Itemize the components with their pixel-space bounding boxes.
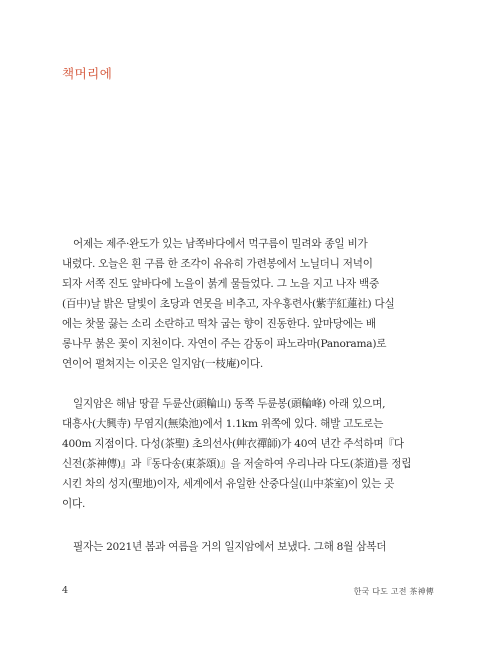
text-line: 400m 지점이다. 다성(茶聖) 초의선사(艸衣禪師)가 40여 년간 주석하며『다: [62, 438, 404, 450]
text-line: 대흥사(大興寺) 무염지(無染池)에서 1.1km 위쪽에 있다. 해발 고도로는: [62, 418, 384, 430]
text-line: 어제는 제주·완도가 있는 남쪽바다에서 먹구름이 밀려와 종일 비가: [73, 238, 368, 250]
section-heading: 책머리에: [62, 66, 113, 81]
text-line: (百中)날 밝은 달빛이 초당과 연못을 비추고, 자우홍련사(紫芋紅蓮社) 다실: [62, 298, 395, 310]
text-line: 에는 찻물 끓는 소리 소란하고 떡차 굽는 향이 진동한다. 앞마당에는 배: [62, 318, 376, 330]
text-line: 일지암은 해남 땅끝 두륜산(頭輪山) 동쪽 두륜봉(頭輪峰) 아래 있으며,: [73, 398, 386, 410]
text-line: 필자는 2021년 봄과 여름을 거의 일지암에서 보냈다. 그해 8월 삼복더: [73, 541, 387, 553]
paragraph-1: [62, 234, 434, 374]
running-footer-title: 한국 다도 고전 茶神傳: [353, 587, 434, 596]
paragraph-2: [62, 394, 434, 514]
text-line: 이다.: [62, 498, 86, 510]
text-line: 연이어 펼쳐지는 이곳은 일지암(一枝庵)이다.: [62, 358, 264, 370]
text-line: 시킨 차의 성지(聖地)이자, 세계에서 유일한 산중다실(山中茶室)이 있는 곳: [62, 478, 395, 490]
page-number: 4: [62, 585, 69, 596]
paragraph-3: [62, 537, 434, 557]
text-line: 되자 서쪽 진도 앞바다에 노을이 붉게 물들었다. 그 노을 지고 나자 백중: [62, 278, 379, 290]
text-line: 롱나무 붉은 꽃이 지천이다. 자연이 주는 감동이 파노라마(Panorama)로: [62, 338, 387, 350]
text-line: 신전(茶神傳)』과『동다송(東茶頌)』을 저술하여 우리나라 다도(茶道)를 정립: [62, 458, 412, 470]
text-line: 내렸다. 오늘은 흰 구름 한 조각이 유유히 가련봉에서 노닐더니 저녁이: [62, 258, 373, 270]
